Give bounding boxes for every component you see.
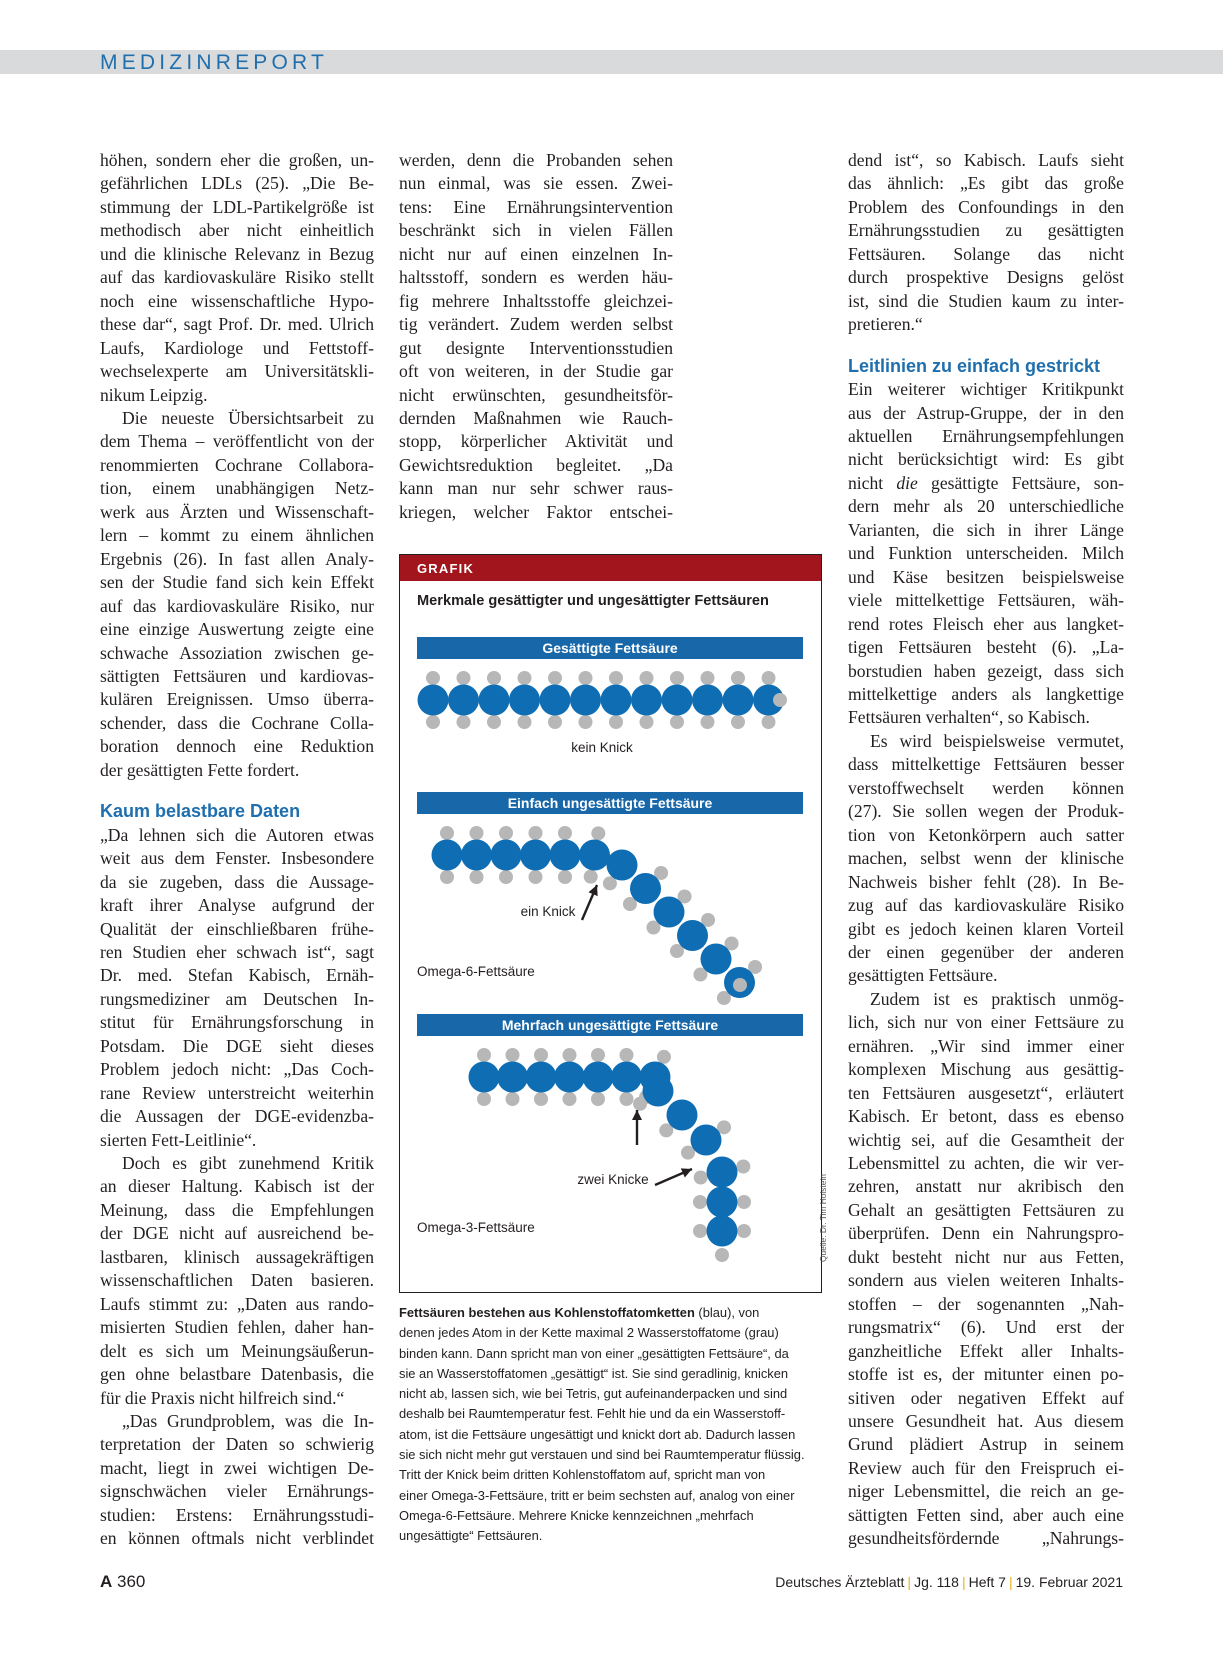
- arrow-head: [632, 1110, 642, 1120]
- text-line: für die Praxis nicht hilfreich sind.“: [100, 1387, 345, 1408]
- carbon-atom: [677, 920, 708, 951]
- text-line: Nachweis bisher fehlt (28). In Be-: [848, 871, 1124, 892]
- hydrogen-atom: [579, 671, 593, 685]
- text-line: Tritt der Knick beim dritten Kohlenstoffatom auf, spricht man von: [399, 1467, 766, 1483]
- text-line: wechselexperte am Universitätskli-: [100, 361, 374, 382]
- carbon-atom: [491, 840, 522, 871]
- page-number: [100, 1572, 145, 1592]
- label-two-kinks: zwei Knicke: [577, 1172, 649, 1187]
- text-line: mittelkettige anders als langkettige: [848, 683, 1124, 704]
- text-line: Zudem ist es praktisch unmög-: [870, 988, 1124, 1009]
- text-line: Grund plädiert Astrup in seinem: [848, 1434, 1124, 1455]
- text-line: Varianten, die sich in ihrer Länge: [848, 519, 1124, 540]
- text-line: ernähren. „Wir sind immer einer: [848, 1035, 1124, 1056]
- text-line: Kabisch. Er betont, dass es ebenso: [848, 1106, 1124, 1127]
- hydrogen-atom: [762, 715, 776, 729]
- carbon-atom: [570, 685, 601, 716]
- text-line: rungsmatrix“ (6). Und erst der: [848, 1317, 1124, 1338]
- carbon-atom: [479, 685, 510, 716]
- text-line: weit aus dem Fenster. Insbesondere: [100, 848, 374, 869]
- hydrogen-atom: [620, 1048, 634, 1062]
- hydrogen-atom: [701, 715, 715, 729]
- hydrogen-atom: [558, 826, 572, 840]
- text-line: wichtig sei, auf die Gesamtheit der: [848, 1129, 1124, 1150]
- text-line: deshalb bei Raumtemperatur fest. Fehlt hie und da ein Wasserstoff-: [399, 1406, 786, 1422]
- column-left: [100, 149, 374, 1551]
- text-line: tens: Eine Ernährungsintervention: [399, 196, 673, 217]
- carbon-atom: [611, 1062, 642, 1093]
- hydrogen-atom: [693, 1195, 707, 1209]
- hydrogen-atom: [731, 715, 745, 729]
- page-number-value: 360: [117, 1572, 146, 1591]
- figure-caption: [399, 1303, 824, 1547]
- text-line: fig mehrere Inhaltsstoffe gleichzei-: [399, 290, 673, 311]
- carbon-atom: [707, 1157, 738, 1188]
- hydrogen-atom: [657, 1050, 671, 1064]
- text-line: an dieser Haltung. Kabisch ist der: [100, 1176, 374, 1197]
- text-line: en können oftmals nicht verblindet: [100, 1528, 374, 1549]
- hydrogen-atom: [563, 1092, 577, 1106]
- text-line: dass mittelkettige Fettsäuren besser: [848, 754, 1124, 775]
- hydrogen-atom: [487, 715, 501, 729]
- text-line: borstudien haben gezeigt, dass sich: [848, 660, 1124, 681]
- text-line: ist, sind die Studien kaum zu inter-: [848, 290, 1124, 311]
- hydrogen-atom: [579, 715, 593, 729]
- hydrogen-atom: [620, 1092, 634, 1106]
- text-line: Potsdam. Die DGE sieht dieses: [100, 1035, 374, 1056]
- text-line: sättigten Fetten sind, aber auch eine: [848, 1504, 1124, 1525]
- text-line: auf das kardiovaskuläre Risiko stellt: [100, 267, 374, 288]
- carbon-atom: [461, 840, 492, 871]
- hydrogen-atom: [609, 671, 623, 685]
- section-bar-label: Einfach ungesättigte Fettsäure: [507, 795, 713, 811]
- text-line: kraft ihrer Analyse aufgrund der: [100, 895, 374, 916]
- hydrogen-atom: [529, 870, 543, 884]
- hydrogen-atom: [426, 671, 440, 685]
- hydrogen-atom: [591, 826, 605, 840]
- text-line: Gehalt an gesättigten Fettsäuren zu: [848, 1199, 1124, 1220]
- text-line: pretieren.“: [848, 314, 923, 335]
- hydrogen-atom: [693, 1224, 707, 1238]
- text-line: stimmung der LDL-Partikelgröße ist: [100, 196, 374, 217]
- text-line: da sie zugeben, dass die Aussage-: [100, 871, 374, 892]
- page-letter: A: [100, 1572, 113, 1591]
- carbon-atom: [707, 1216, 738, 1247]
- text-line: kriegen, welcher Faktor entschei-: [399, 501, 673, 522]
- text-line: und Käse besitzen beispielsweise: [848, 566, 1124, 587]
- hydrogen-atom: [529, 826, 543, 840]
- hydrogen-atom: [534, 1048, 548, 1062]
- text-line: und die klinische Relevanz in Bezug: [100, 243, 374, 264]
- text-line: stopp, körperlicher Aktivität und: [399, 431, 673, 452]
- paragraph: [100, 824, 374, 1152]
- hydrogen-atom: [426, 715, 440, 729]
- text-line: atom, ist die Fettsäure ungesättigt und knickt dort ab. Dadurch lassen: [399, 1426, 796, 1442]
- hydrogen-atom: [563, 1048, 577, 1062]
- label-no-kink: kein Knick: [571, 740, 633, 755]
- text-line: nicht nur auf einen einzelnen In-: [399, 243, 673, 264]
- text-line: eine einzige Auswertung zeigte eine: [100, 619, 374, 640]
- carbon-atom: [469, 1062, 500, 1093]
- text-line: studien: Erstens: Ernährungsstudi-: [100, 1504, 374, 1525]
- carbon-atom: [579, 840, 610, 871]
- hydrogen-atom: [477, 1048, 491, 1062]
- hydrogen-atom: [701, 671, 715, 685]
- text-line: (27). Sie sollen wegen der Produk-: [848, 801, 1124, 822]
- text-line: schender, dass die Cochrane Colla-: [100, 712, 374, 733]
- text-line: auf das kardiovaskuläre Risiko, nur: [100, 595, 374, 616]
- text-line: aktuellen Ernährungsempfehlungen: [848, 425, 1124, 446]
- hydrogen-atom: [773, 693, 787, 707]
- carbon-atom: [418, 685, 449, 716]
- text-line: Ernährungsstudien zu gesättigten: [848, 220, 1124, 241]
- text-line: gesättigten Fettsäure.: [848, 965, 998, 986]
- text-line: machen, selbst wenn der klinische: [848, 848, 1124, 869]
- carbon-atom: [448, 685, 479, 716]
- hydrogen-atom: [548, 715, 562, 729]
- text-line: sondern aus vielen weiteren Inhalts-: [848, 1270, 1124, 1291]
- text-line: ganzheitliche Effekt aller Inhalts-: [848, 1340, 1124, 1361]
- text-line: werden, denn die Probanden sehen: [399, 150, 673, 170]
- section-bar-label: Gesättigte Fettsäure: [542, 640, 678, 656]
- figure-box: [399, 554, 822, 1293]
- text-line: nicht berücksichtigt wird: Es gibt: [848, 449, 1124, 470]
- separator: |: [1008, 1574, 1013, 1590]
- hydrogen-atom: [440, 826, 454, 840]
- text-line: dernden Maßnahmen wie Rauch-: [399, 407, 673, 428]
- text-line: Problem des Confoundings in den: [848, 196, 1124, 217]
- text-line: noch eine wissenschaftliche Hypo-: [100, 290, 374, 311]
- carbon-atom: [643, 1076, 674, 1107]
- carbon-atom: [520, 840, 551, 871]
- text-line: delt es sich um Meinungsäußerun-: [100, 1340, 374, 1361]
- subheading: Kaum belastbare Daten: [100, 801, 301, 822]
- paragraph: [848, 730, 1124, 988]
- text-line: komplexen Mischung aus gesättig-: [848, 1059, 1124, 1080]
- carbon-atom: [601, 685, 632, 716]
- hydrogen-atom: [694, 1170, 708, 1184]
- section-bar-label: Mehrfach ungesättigte Fettsäure: [501, 1017, 719, 1033]
- text-line: sen der Studie fand sich kein Effekt: [100, 572, 374, 593]
- text-line: tion von Ketonkörpern auch satter: [848, 824, 1124, 845]
- hydrogen-atom: [733, 978, 747, 992]
- paragraph: [100, 1410, 374, 1551]
- emphasis: die: [896, 472, 918, 493]
- text-line: these dar“, sagt Prof. Dr. med. Ulrich: [100, 314, 374, 335]
- text-line: lich, sich nur von einer Fettsäure zu: [848, 1012, 1124, 1033]
- hydrogen-atom: [737, 1224, 751, 1238]
- hydrogen-atom: [762, 671, 776, 685]
- hydrogen-atom: [715, 1248, 729, 1262]
- text-line: macht, liegt in zwei wichtigen De-: [100, 1457, 374, 1478]
- text-line: Doch es gibt zunehmend Kritik: [122, 1153, 374, 1174]
- paragraph: [100, 407, 374, 782]
- text-line: ren Studien eher schwach ist“, sagt: [100, 941, 374, 962]
- text-line: der einen gegenüber der anderen: [848, 941, 1124, 962]
- text-line: Dr. med. Stefan Kabisch, Ernäh-: [100, 965, 374, 986]
- hydrogen-atom: [499, 870, 513, 884]
- text-line: durch prospektive Designs gelöst: [848, 267, 1124, 288]
- text-line: Es wird beispielsweise vermutet,: [870, 730, 1124, 751]
- text-line: gesundheitsfördernde „Nahrungs-: [848, 1528, 1124, 1549]
- text-line: sierten Fett-Leitlinie“.: [100, 1129, 257, 1150]
- text-line: misierten Studien fehlen, daher han-: [100, 1317, 374, 1338]
- carbon-atom: [662, 685, 693, 716]
- paragraph: [848, 495, 1124, 730]
- text-line: Gewichtsreduktion begleitet. „Da: [399, 454, 673, 475]
- carbon-atom: [526, 1062, 557, 1093]
- text-line: haltsstoff, sondern es werden häu-: [399, 267, 673, 288]
- text-line: viele mittelkettige Fettsäuren, wäh-: [848, 590, 1124, 611]
- text-line: Lebensmittel zu achten, die wir ver-: [848, 1153, 1124, 1174]
- hydrogen-atom: [609, 715, 623, 729]
- text-line: gen ohne belastbare Datenbasis, die: [100, 1364, 374, 1385]
- text-line: kulären Ereignissen. Umso überra-: [100, 689, 374, 710]
- hydrogen-atom: [670, 671, 684, 685]
- carbon-atom: [654, 897, 685, 928]
- text-line: denen jedes Atom in der Kette maximal 2 Wasserstoffatome (grau): [399, 1325, 779, 1341]
- text-line: terpretation der Daten so schwierig: [100, 1434, 374, 1455]
- text-line: gefährlichen LDLs (25). „Die Be-: [100, 173, 374, 194]
- journal-issue: Heft 7: [968, 1574, 1006, 1590]
- text-line: lastbaren, klinisch aussagekräftigen: [100, 1246, 374, 1267]
- hydrogen-atom: [457, 715, 471, 729]
- hydrogen-atom: [640, 671, 654, 685]
- text-line: „Da lehnen sich die Autoren etwas: [100, 824, 374, 845]
- column-middle: [399, 149, 673, 524]
- carbon-atom: [692, 685, 723, 716]
- molecule-diagram: [400, 555, 820, 1291]
- text-line: dern mehr als 20 unterschiedliche: [848, 496, 1124, 517]
- carbon-atom: [691, 1125, 722, 1156]
- text-line: verstoffwechselt werden können: [848, 777, 1124, 798]
- carbon-atom: [630, 873, 661, 904]
- text-line: Omega-6-Fettsäure. Mehrere Knicke kennzeichnen „mehrfach: [399, 1507, 754, 1523]
- journal-date: 19. Februar 2021: [1015, 1574, 1123, 1590]
- text-line: signschwächen vieler Ernährungs-: [100, 1481, 374, 1502]
- hydrogen-atom: [506, 1092, 520, 1106]
- carbon-atom: [707, 1187, 738, 1218]
- hydrogen-atom: [737, 1195, 751, 1209]
- text-line: nicht erwünschten, gesundheitsför-: [399, 384, 673, 405]
- hydrogen-atom: [736, 1160, 750, 1174]
- hydrogen-atom: [518, 671, 532, 685]
- text-line: lern – kommt zu einem ähnlichen: [100, 525, 374, 546]
- text-line: Laufs, Kardiologe und Fettstoff-: [100, 337, 374, 358]
- text-line: binden kann. Dann spricht man von einer „gesättigten Fettsäure“, da: [399, 1345, 789, 1361]
- label-one-kink: ein Knick: [520, 904, 576, 919]
- journal-info: [775, 1574, 1123, 1590]
- hydrogen-atom: [499, 826, 513, 840]
- hydrogen-atom: [518, 715, 532, 729]
- carbon-atom: [667, 1100, 698, 1131]
- text-line: der DGE nicht auf ausreichend be-: [100, 1223, 374, 1244]
- text-line: sitiven oder negativen Effekt auf: [848, 1387, 1124, 1408]
- section-label: MEDIZINREPORT: [100, 51, 329, 74]
- text-line: zug auf das kardiovaskuläre Risiko: [848, 895, 1124, 916]
- text-line: renommierten Cochrane Collabora-: [100, 454, 374, 475]
- figure-credit: Quelle: Dr. Tim Holstein: [818, 1174, 828, 1262]
- hydrogen-atom: [731, 671, 745, 685]
- separator: |: [907, 1574, 912, 1590]
- text-line: der gesättigten Fette fordert.: [100, 759, 300, 780]
- text-line: stoffen – der sogenannten „Nah-: [848, 1293, 1124, 1314]
- text-line: [848, 472, 1124, 495]
- carbon-atom: [540, 685, 571, 716]
- hydrogen-atom: [470, 870, 484, 884]
- text-line: sie an Wasserstoffatomen „gesättigt“ ist. Sie sind geradlinig, knicken: [399, 1365, 789, 1381]
- hydrogen-atom: [487, 671, 501, 685]
- hydrogen-atom: [457, 671, 471, 685]
- carbon-atom: [554, 1062, 585, 1093]
- text-line: ungesättigte“ Fettsäuren.: [399, 1528, 543, 1544]
- hydrogen-atom: [477, 1092, 491, 1106]
- separator: |: [961, 1574, 966, 1590]
- paragraph: [399, 149, 673, 524]
- hydrogen-atom: [591, 1048, 605, 1062]
- text-line: kann man nur sehr schwer raus-: [399, 478, 673, 499]
- text-line: die Aussagen der DGE-evidenzba-: [100, 1106, 374, 1127]
- text-line: zehren, anstatt nur akribisch den: [848, 1176, 1124, 1197]
- hydrogen-atom: [470, 826, 484, 840]
- carbon-atom: [550, 840, 581, 871]
- text-line: dend ist“, so Kabisch. Laufs sieht: [848, 150, 1124, 170]
- text-line: schwache Assoziation zwischen ge-: [100, 642, 374, 663]
- text-run: nicht: [848, 472, 897, 493]
- text-line: Meinung, dass die Empfehlungen: [100, 1199, 374, 1220]
- column-right: [848, 149, 1124, 1551]
- text-line: tion, einem unabhängigen Netz-: [100, 478, 374, 499]
- caption-text: (blau), von: [694, 1305, 760, 1320]
- text-line: und Funktion unterscheiden. Milch: [848, 543, 1124, 564]
- figure-title: Merkmale gesättigter und ungesättigter Fettsäuren: [417, 593, 769, 609]
- journal-name: Deutsches Ärzteblatt: [775, 1574, 905, 1590]
- text-line: sie sich nicht mehr gut verstauen und sind bei Raumtemperatur flüssig.: [399, 1447, 805, 1463]
- hydrogen-atom: [506, 1048, 520, 1062]
- hydrogen-atom: [534, 1092, 548, 1106]
- figure-tag: GRAFIK: [400, 555, 821, 581]
- text-line: das ähnlich: „Es gibt das große: [848, 173, 1124, 194]
- text-line: dem Thema – veröffentlicht von der: [100, 431, 374, 452]
- paragraph: [848, 988, 1124, 1551]
- text-line: überprüfen. Denn ein Nahrungspro-: [848, 1223, 1124, 1244]
- text-line: unsere Gesundheit hat. Aus diesem: [848, 1411, 1124, 1432]
- text-run: gesättigte Fettsäure, son-: [917, 472, 1124, 493]
- text-line: oft von weiteren, in der Studie gar: [399, 361, 673, 382]
- text-line: einer Omega-3-Fettsäure, tritt er beim sechsten auf, analog von einer: [399, 1487, 795, 1503]
- carbon-atom: [509, 685, 540, 716]
- text-line: Ein weiterer wichtiger Kritikpunkt: [848, 379, 1124, 400]
- hydrogen-atom: [584, 870, 598, 884]
- label-omega-3: Omega-3-Fettsäure: [417, 1220, 535, 1235]
- carbon-atom: [583, 1062, 614, 1093]
- text-line: nicht ab, lassen sich, wie bei Tetris, gut aufeinanderpacken und sind: [399, 1386, 788, 1402]
- text-line: Die neueste Übersichtsarbeit zu: [122, 407, 374, 428]
- text-line: gut designte Interventionsstudien: [399, 337, 673, 358]
- text-line: methodisch aber nicht einheitlich: [100, 220, 374, 241]
- hydrogen-atom: [558, 870, 572, 884]
- paragraph: [100, 149, 374, 407]
- hydrogen-atom: [548, 671, 562, 685]
- text-line: rend rotes Fleisch eher aus langket-: [848, 613, 1124, 634]
- text-line: tig verändert. Zudem werden selbst: [399, 314, 673, 335]
- text-line: „Das Grundproblem, was die In-: [122, 1411, 374, 1432]
- text-line: nun einmal, was sie essen. Zwei-: [399, 173, 673, 194]
- text-line: rungsmediziner am Deutschen In-: [100, 988, 374, 1009]
- paragraph: [848, 149, 1124, 337]
- text-line: stitut für Ernährungsforschung in: [100, 1012, 374, 1033]
- text-line: Fettsäuren verhalten“, so Kabisch.: [848, 707, 1090, 728]
- text-line: gibt es jedoch keinen klaren Vorteil: [848, 918, 1124, 939]
- paragraph: [100, 1152, 374, 1410]
- caption-lead: Fettsäuren bestehen aus Kohlenstoffatomketten: [399, 1305, 695, 1320]
- hydrogen-atom: [440, 870, 454, 884]
- carbon-atom: [497, 1062, 528, 1093]
- text-line: Ergebnis (26). In fast allen Analy-: [100, 548, 374, 569]
- hydrogen-atom: [670, 715, 684, 729]
- subheading: Leitlinien zu einfach gestrickt: [848, 355, 1101, 376]
- text-line: dukt besteht nicht nur aus Fetten,: [848, 1246, 1124, 1267]
- text-line: rane Review unterstreicht weiterhin: [100, 1082, 374, 1103]
- text-line: Laufs stimmt zu: „Daten aus rando-: [100, 1293, 374, 1314]
- text-line: Fettsäuren. Solange das nicht: [848, 243, 1124, 264]
- text-line: beschränkt sich in vielen Fällen: [399, 220, 673, 241]
- hydrogen-atom: [640, 715, 654, 729]
- carbon-atom: [701, 944, 732, 975]
- text-line: sättigten Fettsäuren und kardiovas-: [100, 665, 374, 686]
- carbon-atom: [631, 685, 662, 716]
- text-line: wissenschaftlichen Daten basieren.: [100, 1270, 374, 1291]
- text-line: ten Fettsäuren ausgesetzt“, erläutert: [848, 1082, 1124, 1103]
- text-line: stoffe ist es, der mitunter einen po-: [848, 1364, 1124, 1385]
- carbon-atom: [607, 850, 638, 881]
- text-line: höhen, sondern eher die großen, un-: [100, 150, 374, 170]
- text-line: Problem jedoch nicht: „Das Coch-: [100, 1059, 374, 1080]
- text-line: nikum Leipzig.: [100, 384, 208, 405]
- text-line: Qualität der einschließbaren frühe-: [100, 918, 374, 939]
- text-line: aus der Astrup-Gruppe, der in den: [848, 402, 1124, 423]
- text-line: boration dennoch eine Reduktion: [100, 736, 374, 757]
- journal-volume: Jg. 118: [914, 1574, 959, 1590]
- text-line: tigen Fettsäuren besteht (6). „La-: [848, 637, 1124, 658]
- paragraph: [848, 378, 1124, 472]
- hydrogen-atom: [591, 1092, 605, 1106]
- caption-body: [399, 1323, 824, 1546]
- text-line: niger Lebensmittel, die reich an ge-: [848, 1481, 1124, 1502]
- text-line: Review auch für den Freispruch ei-: [848, 1457, 1124, 1478]
- carbon-atom: [432, 840, 463, 871]
- carbon-atom: [723, 685, 754, 716]
- label-omega-6: Omega-6-Fettsäure: [417, 964, 535, 979]
- text-line: werk aus Ärzten und Wissenschaft-: [100, 501, 374, 522]
